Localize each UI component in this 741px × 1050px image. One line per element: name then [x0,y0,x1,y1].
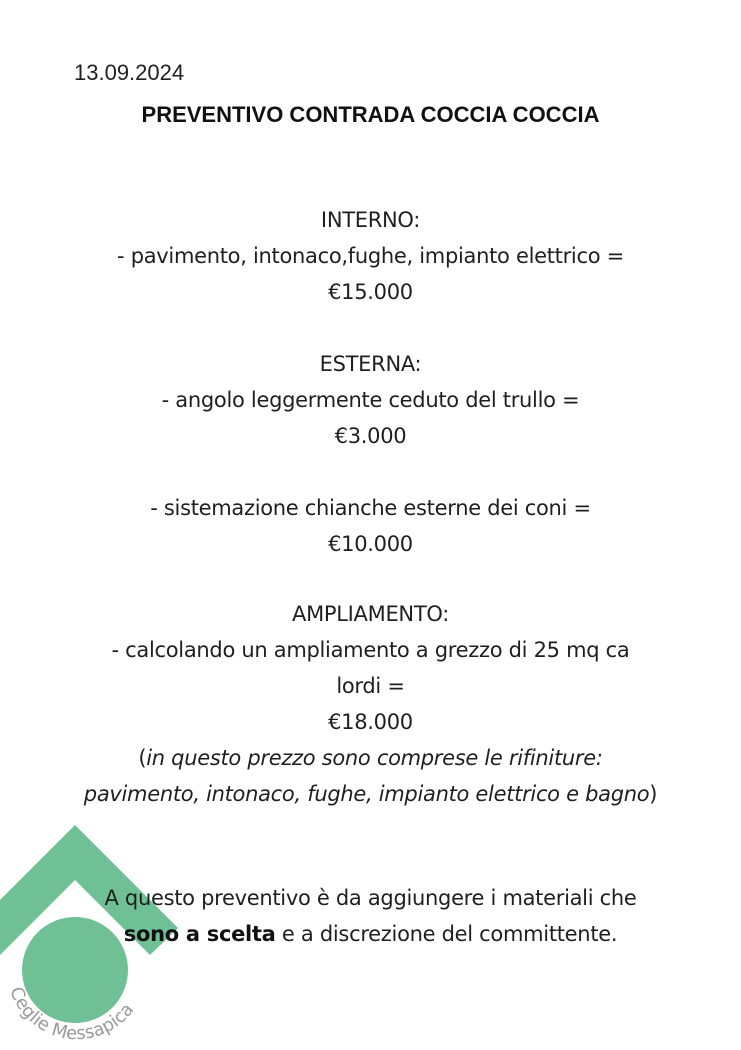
footer-note: A questo preventivo è da aggiungere i materiali che sono a scelta e a discrezione del committente. [104,886,637,946]
section-heading: ESTERNA: [319,352,422,376]
section-heading: INTERNO: [320,208,421,232]
bold-emphasis: sono a scelta [123,922,276,946]
price: €10.000 [328,532,413,556]
section-ampliamento [0,596,741,812]
svg-text:Ceglie Messapica: Ceglie Messapica [5,983,139,1045]
line-item: - sistemazione chianche esterne dei coni = [150,496,591,520]
note-line-1: (in questo prezzo sono comprese le rifiniture: [138,746,603,770]
line-item: - angolo leggermente ceduto del trullo = [161,388,580,412]
document-title: PREVENTIVO CONTRADA COCCIA COCCIA [141,102,600,127]
price: €15.000 [328,280,413,304]
section-interno [0,202,741,310]
section-esterna [0,346,741,562]
note-line-2: pavimento, intonaco, fughe, impianto elettrico e bagno) [83,782,658,806]
section-heading: AMPLIAMENTO: [292,602,449,626]
price: €18.000 [328,710,413,734]
document-date: 13.09.2024 [74,60,185,85]
line-item: - pavimento, intonaco,fughe, impianto elettrico = [117,244,624,268]
line-item-cont: lordi = [336,674,405,698]
price: €3.000 [334,424,407,448]
line-item: - calcolando un ampliamento a grezzo di 25 mq ca [111,638,630,662]
